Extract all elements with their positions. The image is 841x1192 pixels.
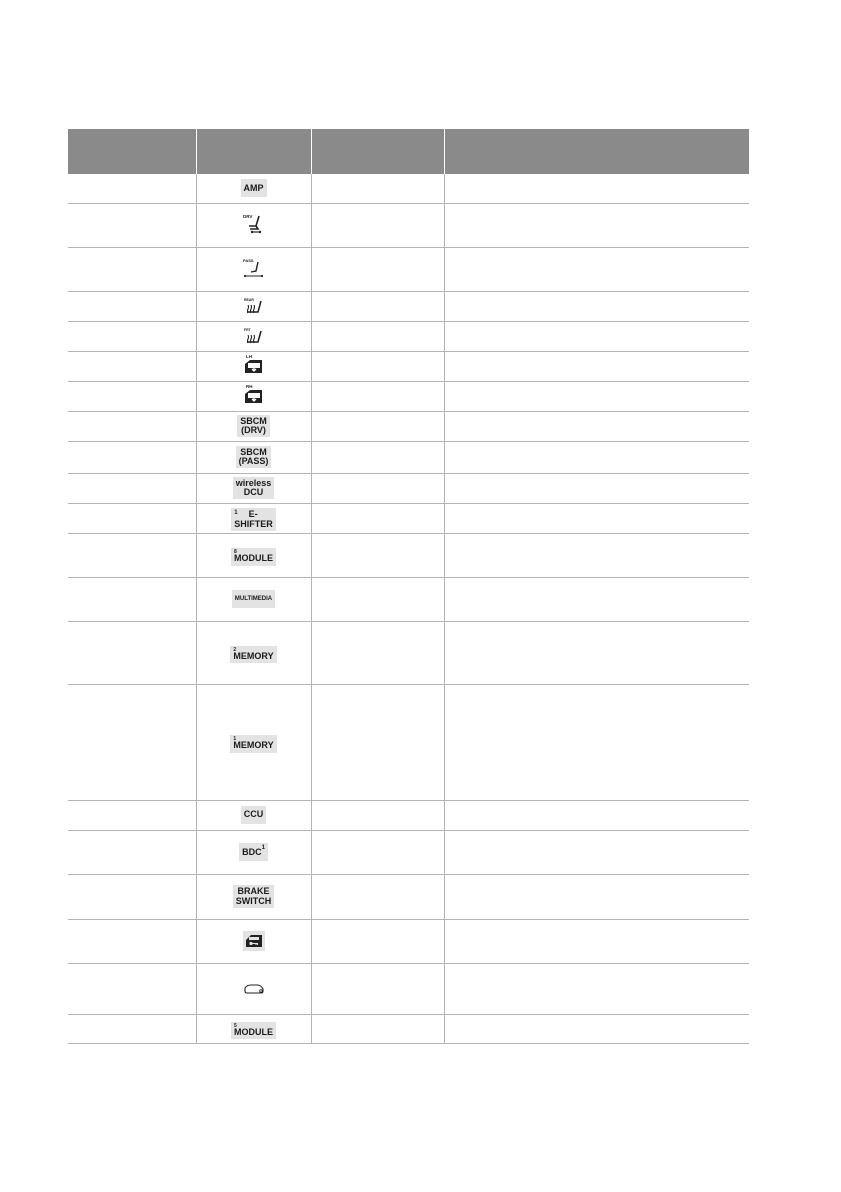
table-row [68,1014,749,1043]
svg-text:DRV: DRV [242,214,252,219]
header-cell-2 [196,129,311,174]
fuse-symbol-brake-switch: BRAKE SWITCH [196,874,311,919]
table-header-row [68,129,749,174]
table-row [68,411,749,441]
table-row [68,503,749,533]
fuse-symbol-memory-1: 1 MEMORY [196,684,311,800]
table-row [68,321,749,351]
fuse-symbol-memory-2: 2 MEMORY [196,621,311,684]
table-row [68,830,749,874]
table-row [68,174,749,203]
fuse-symbol-bdc: BDC 1 [196,830,311,874]
table-row [68,919,749,963]
svg-text:RH: RH [245,384,252,389]
fuse-symbol-e-shifter: 1 E- SHIFTER [196,503,311,533]
fuse-symbol-multimedia: MULTIMEDIA [196,577,311,621]
table-row [68,203,749,247]
header-cell-1 [68,129,196,174]
table-row [68,291,749,321]
fuse-symbol-module-8: 8 MODULE [196,533,311,577]
header-cell-3 [311,129,444,174]
power-window-rh-icon [241,384,267,404]
table-row [68,621,749,684]
tailgate-icon [241,979,267,999]
table-row [68,351,749,381]
header-cell-4 [444,129,749,174]
table-row [68,874,749,919]
table-row [68,684,749,800]
fuse-symbol-wireless-dcu: wireless DCU [196,473,311,503]
svg-text:REAR: REAR [243,297,254,302]
svg-text:FRT: FRT [243,327,251,332]
table-row [68,473,749,503]
table-row [68,441,749,473]
table-row [68,533,749,577]
fuse-symbol-sbcm-pass: SBCM (PASS) [196,441,311,473]
svg-text:PASS: PASS [242,258,254,263]
driver-seat-icon [241,213,267,233]
fuse-symbol-module-5: 5 MODULE [196,1014,311,1043]
fuse-symbol-sbcm-drv: SBCM (DRV) [196,411,311,441]
fuse-table [68,129,749,1044]
door-lock-icon [243,931,265,951]
table-row [68,247,749,291]
rear-seat-heater-icon [241,295,267,315]
table-row [68,381,749,411]
fuse-symbol-amp: AMP [196,174,311,203]
power-window-lh-icon [241,354,267,374]
svg-text:LH: LH [245,354,252,359]
table-row [68,577,749,621]
table-row [68,963,749,1014]
fuse-symbol-ccu: CCU [196,800,311,830]
table-row [68,800,749,830]
front-seat-heater-icon [241,325,267,345]
passenger-seat-icon [241,257,267,277]
